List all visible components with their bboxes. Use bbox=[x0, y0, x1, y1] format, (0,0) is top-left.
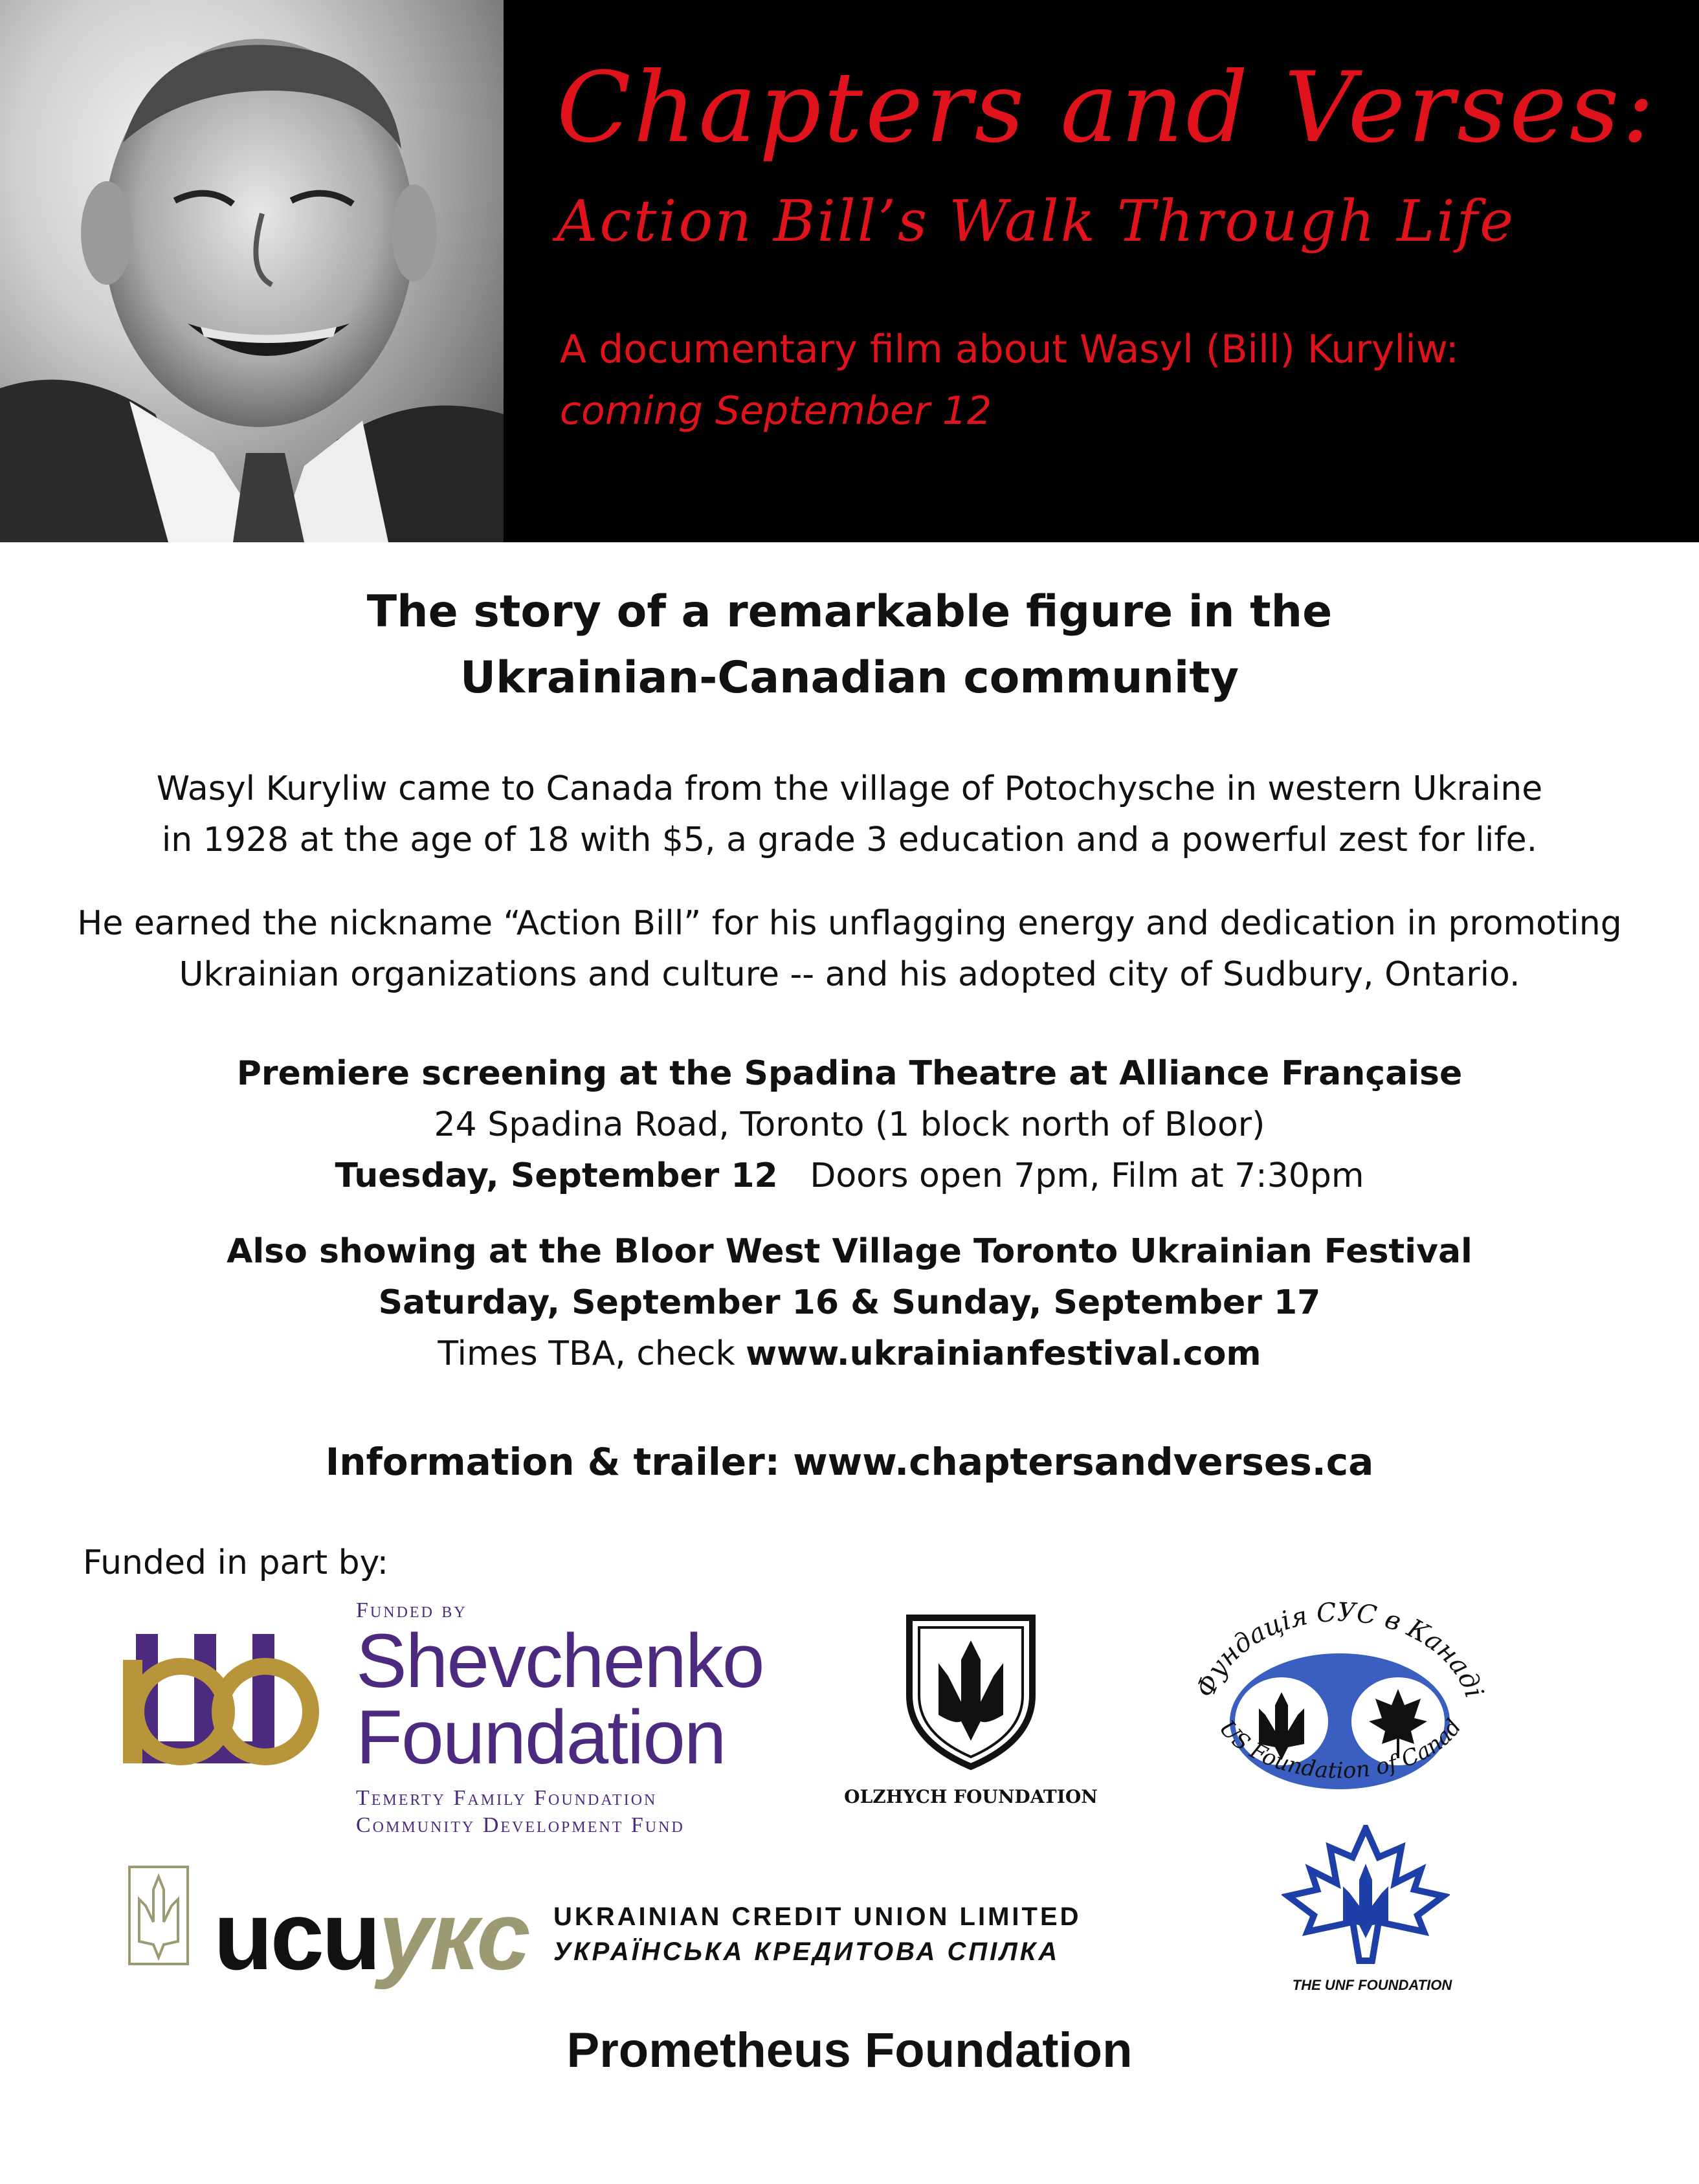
story-paragraph-1 bbox=[0, 764, 1699, 866]
premiere-datetime bbox=[0, 1151, 1699, 1202]
unf-name: THE UNF FOUNDATION bbox=[1292, 1977, 1452, 1993]
shevchenko-funded-by: Funded by bbox=[356, 1598, 467, 1622]
film-title: Chapters and Verses: bbox=[557, 52, 1658, 164]
paragraph-line: Ukrainian organizations and culture -- and his adopted city of Sudbury, Ontario. bbox=[179, 955, 1520, 994]
premiere-block bbox=[0, 1048, 1699, 1202]
shevchenko-fund-line1: Temerty Family Foundation bbox=[356, 1786, 658, 1810]
festival-times-prefix: Times TBA, check bbox=[438, 1334, 735, 1373]
premiere-heading: Premiere screening at the Spadina Theatre at Alliance Française bbox=[236, 1054, 1463, 1093]
shevchenko-name-line1: Shevchenko bbox=[356, 1618, 764, 1704]
unf-maple-leaf-icon bbox=[1282, 1825, 1450, 1970]
story-heading-line2: Ukrainian-Canadian community bbox=[460, 652, 1239, 703]
sus-arc-bottom-text: US Foundation of Canad bbox=[1214, 1714, 1467, 1784]
ucu-cyrillic-letters: укс bbox=[378, 1881, 528, 1990]
portrait-illustration bbox=[0, 0, 504, 542]
premiere-address: 24 Spadina Road, Toronto (1 block north of Bloor) bbox=[434, 1105, 1265, 1144]
prometheus-foundation: Prometheus Foundation bbox=[566, 2023, 1133, 2078]
ucu-wordmark bbox=[214, 1880, 528, 1992]
film-description: A documentary film about Wasyl (Bill) Kuryliw: bbox=[560, 327, 1459, 372]
ucu-trident-icon bbox=[126, 1864, 191, 1970]
ucu-latin-letters: ucu bbox=[214, 1881, 379, 1990]
story-heading bbox=[0, 579, 1699, 711]
story-paragraph-2 bbox=[0, 898, 1699, 1000]
ucu-name-english: UKRAINIAN CREDIT UNION LIMITED bbox=[553, 1903, 1082, 1931]
story-heading-line1: The story of a remarkable figure in the bbox=[366, 586, 1333, 637]
release-date: coming September 12 bbox=[560, 388, 992, 434]
portrait-photo bbox=[0, 0, 504, 542]
paragraph-line: in 1928 at the age of 18 with $5, a grade 3 education and a powerful zest for life. bbox=[161, 821, 1538, 859]
ucu-name-ukrainian: УКРАЇНСЬКА КРЕДИТОВА СПІЛКА bbox=[553, 1937, 1060, 1966]
paragraph-line: He earned the nickname “Action Bill” for his unflagging energy and dedication in promoting bbox=[77, 904, 1622, 943]
shevchenko-fund-line2: Community Development Fund bbox=[356, 1813, 685, 1837]
shevchenko-logo-mark bbox=[110, 1615, 343, 1785]
ucu-full-name bbox=[553, 1899, 1082, 1969]
olzhych-shield-icon bbox=[896, 1611, 1045, 1776]
premiere-times: Doors open 7pm, Film at 7:30pm bbox=[810, 1156, 1364, 1195]
shevchenko-logo-text bbox=[356, 1598, 763, 1839]
premiere-date: Tuesday, September 12 bbox=[335, 1156, 778, 1195]
header-banner bbox=[0, 0, 1699, 542]
festival-times bbox=[0, 1329, 1699, 1380]
festival-heading: Also showing at the Bloor West Village Toronto Ukrainian Festival bbox=[227, 1232, 1472, 1271]
funded-label: Funded in part by: bbox=[83, 1543, 389, 1582]
info-trailer-link[interactable]: Information & trailer: www.chaptersandverses.ca bbox=[325, 1440, 1374, 1484]
olzhych-name: OLZHYCH FOUNDATION bbox=[844, 1786, 1098, 1807]
festival-block bbox=[0, 1226, 1699, 1380]
shevchenko-name-line2: Foundation bbox=[356, 1695, 726, 1780]
festival-dates: Saturday, September 16 & Sunday, September 17 bbox=[378, 1283, 1321, 1322]
sus-foundation-logo bbox=[1172, 1589, 1508, 1811]
paragraph-line: Wasyl Kuryliw came to Canada from the village of Potochysche in western Ukraine bbox=[156, 769, 1543, 808]
sus-arc-top-text: Фундація СУС в Канаді bbox=[1190, 1597, 1489, 1702]
film-subtitle: Action Bill’s Walk Through Life bbox=[557, 188, 1516, 254]
festival-website-link[interactable]: www.ukrainianfestival.com bbox=[746, 1334, 1261, 1373]
